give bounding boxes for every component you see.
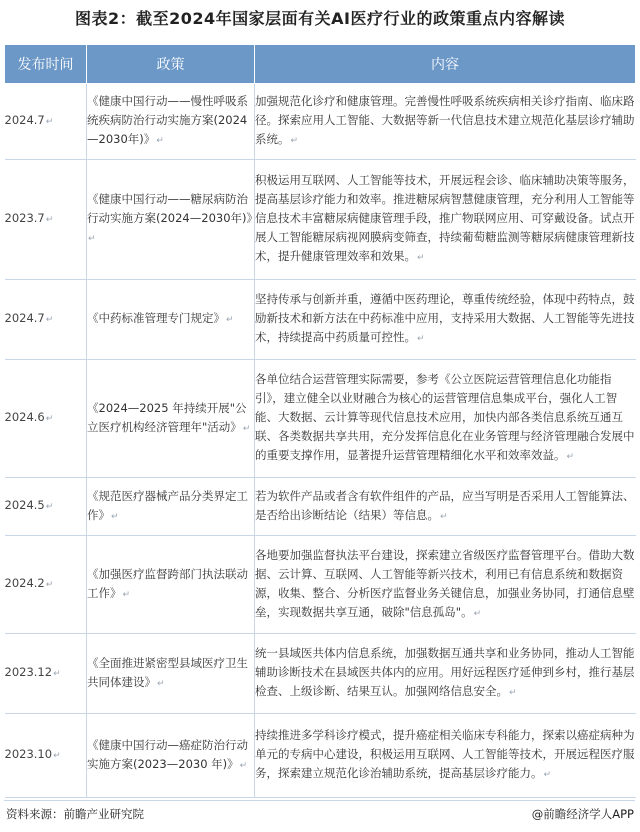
table-row	[5, 360, 636, 478]
row-date: 2023.12	[4, 665, 53, 679]
return-mark-icon: ↵	[290, 136, 299, 146]
row-policy: 《规范医疗器械产品分类界定工作》	[87, 488, 248, 522]
credit-note: @前瞻经济学人APP	[531, 807, 634, 821]
row-content: 积极运用互联网、人工智能等技术，开展远程会诊、临床辅助决策等服务，提高基层诊疗能力和效率。推进糖尿病智慧健康管理，充分利用人工智能等信息技术丰富糖尿病健康管理手段，推广物联网应用、可穿戴设备。试点开展人工智能糖尿病视网膜病变筛查，持续葡萄糖监测等糖尿病健康管理新技术，提升健康管理效率和效果。	[255, 173, 635, 263]
table-row	[5, 634, 636, 714]
return-mark-icon: ↵	[122, 589, 131, 600]
return-mark-icon: ↵	[566, 452, 575, 462]
row-policy: 《中药标准管理专门规定》	[87, 311, 225, 325]
return-mark-icon: ↵	[88, 234, 96, 244]
header-content: 内容	[255, 45, 636, 84]
row-content: 各单位结合运营管理实际需要，参考《公立医院运营管理信息化功能指引》，建立健全以业财融合为核心的运营管理信息集成平台，强化人工智能、大数据、云计算等现代信息技术应用，加快内部各类信息系统互通互联、各类数据共享共用，充分发挥信息化在业务管理与经济管理融合发展中的重要支撑作用，显著提升运营管理精细化水平和效率效益。	[255, 372, 635, 462]
row-content: 若为软件产品或者含有软件组件的产品，应当写明是否采用人工智能算法、是否给出诊断结论（结果）等信息。	[255, 488, 635, 522]
header-date: 发布时间	[5, 45, 87, 84]
row-policy: 《加强医疗监督跨部门执法联动工作》	[87, 566, 248, 600]
return-mark-icon: ↵	[53, 669, 61, 679]
row-date: 2023.7	[4, 211, 45, 225]
table-row	[5, 84, 636, 160]
table-row	[5, 714, 636, 798]
return-mark-icon: ↵	[417, 253, 425, 263]
return-mark-icon: ↵	[226, 315, 234, 325]
row-date: 2023.10	[4, 747, 53, 761]
return-mark-icon: ↵	[45, 502, 54, 512]
footer-divider	[4, 800, 635, 801]
return-mark-icon: ↵	[543, 770, 552, 780]
table-row	[5, 478, 636, 536]
return-mark-icon: ↵	[111, 511, 119, 522]
row-policy: 《2024—2025 年持续开展"公立医疗机构经济管理年"活动》	[87, 400, 247, 434]
row-date: 2024.7	[4, 113, 45, 127]
row-content: 加强规范化诊疗和健康管理。完善慢性呼吸系统疾病相关诊疗指南、临床路径。探索应用人工智能、大数据等新一代信息技术建立规范化基层诊疗辅助系统。	[255, 94, 635, 146]
return-mark-icon: ↵	[239, 760, 248, 771]
return-mark-icon: ↵	[45, 117, 54, 127]
return-mark-icon: ↵	[242, 423, 251, 434]
row-content: 统一县域医共体内信息系统，加强数据互通共享和业务协同，推动人工智能辅助诊断技术在县域医共体内的应用。用好远程医疗延伸到乡村，推行基层检查、上级诊断、结果互认。加强网络信息安全。	[255, 646, 635, 698]
row-policy: 《健康中国行动—癌症防治行动实施方案(2023—2030 年)》	[87, 737, 248, 771]
table-row	[5, 280, 636, 360]
row-date: 2024.7	[4, 311, 45, 325]
return-mark-icon: ↵	[417, 334, 425, 344]
row-content: 持续推进多学科诊疗模式，提升癌症相关临床专科能力，探索以癌症病种为单元的专病中心建设，积极运用互联网、人工智能等技术，开展远程医疗服务，探索建立规范化诊治辅助系统，提高基层诊疗能力。	[255, 728, 635, 780]
return-mark-icon: ↵	[45, 414, 54, 424]
source-note: 资料来源：前瞻产业研究院	[6, 807, 144, 821]
row-content: 坚持传承与创新并重，遵循中医药理论，尊重传统经验，体现中药特点，鼓励新技术和新方法在中药标准中应用，支持采用大数据、人工智能等先进技术，持续提高中药质量可控性。	[255, 292, 635, 344]
row-policy: 《全面推进紧密型县域医疗卫生共同体建设》	[87, 655, 248, 689]
row-content: 各地要加强监督执法平台建设，探索建立省级医疗监督管理平台。借助大数据、云计算、互联网、人工智能等新兴技术，利用已有信息系统和数据资源，收集、整合、分析医疗监督业务关键信息，加强业务协同，打通信息壁垒，实现数据共享互通，破除"信息孤岛"。	[255, 547, 635, 619]
row-date: 2024.2	[4, 576, 45, 590]
row-policy: 《健康中国行动——慢性呼吸系统疾病防治行动实施方案(2024—2030年)》	[87, 94, 248, 146]
page-title: 图表2：截至2024年国家层面有关AI医疗行业的政策重点内容解读	[74, 9, 565, 28]
return-mark-icon: ↵	[156, 136, 164, 146]
return-mark-icon: ↵	[45, 315, 54, 325]
return-mark-icon: ↵	[473, 608, 482, 619]
return-mark-icon: ↵	[157, 678, 165, 689]
return-mark-icon: ↵	[440, 511, 448, 522]
return-mark-icon: ↵	[45, 580, 54, 590]
table-row	[5, 160, 636, 280]
table-header-row	[5, 45, 636, 84]
header-policy: 政策	[87, 45, 255, 84]
table-row	[5, 536, 636, 634]
return-mark-icon: ↵	[53, 751, 61, 761]
return-mark-icon: ↵	[509, 688, 517, 698]
row-policy: 《健康中国行动——糖尿病防治行动实施方案(2024—2030年)》	[87, 192, 259, 225]
return-mark-icon: ↵	[45, 215, 54, 225]
row-date: 2024.5	[4, 498, 45, 512]
row-date: 2024.6	[4, 410, 45, 424]
policy-table	[4, 44, 636, 798]
